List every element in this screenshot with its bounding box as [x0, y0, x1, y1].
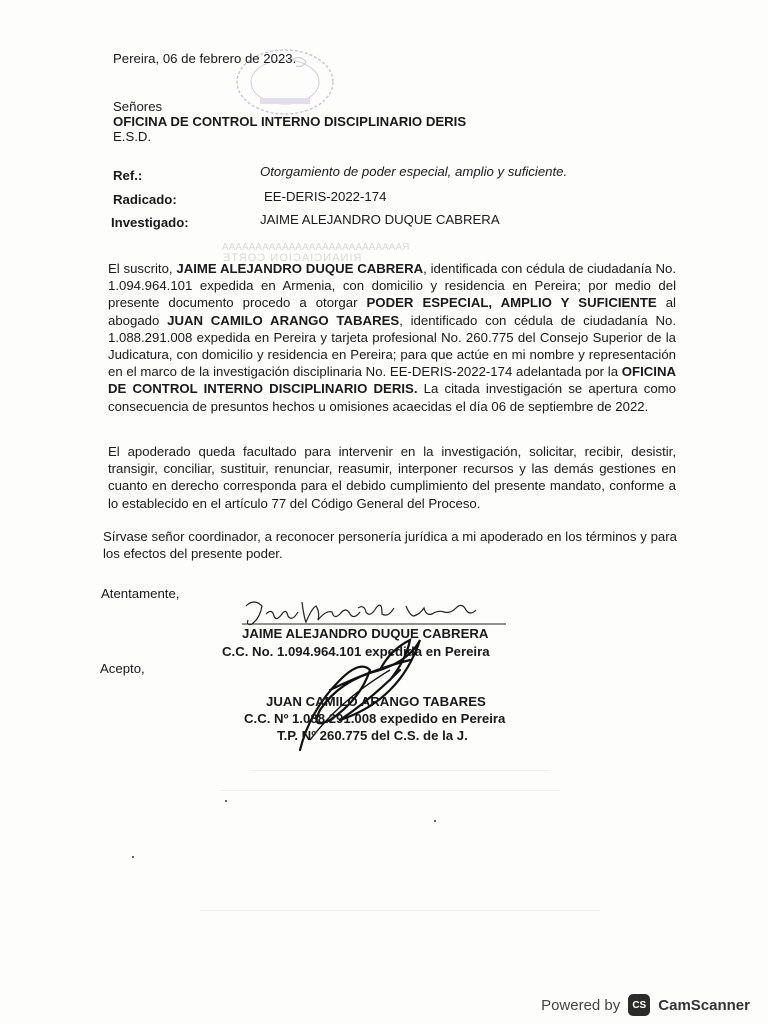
bleed-through-line	[250, 770, 550, 771]
signer-2-name: JUAN CAMILO ARANGO TABARES	[266, 694, 486, 709]
radicado-label: Radicado:	[113, 192, 177, 207]
esd: E.S.D.	[113, 129, 152, 144]
salutation: Señores	[113, 99, 163, 114]
place-date: Pereira, 06 de febrero de 2023.	[113, 51, 297, 66]
recipient: OFICINA DE CONTROL INTERNO DISCIPLINARIO DERIS	[113, 114, 467, 129]
speck	[132, 856, 134, 858]
text-run: La citada investigación se apertura como consecuencia de presuntos hechos u omisiones acaecidas el día 06 de septiembre de 2022.	[108, 381, 676, 414]
signer-1-name: JAIME ALEJANDRO DUQUE CABRERA	[242, 626, 489, 641]
body-paragraph-1	[108, 260, 676, 415]
bleed-through-line	[220, 790, 560, 791]
text-run: al abogado	[108, 295, 676, 328]
camscanner-watermark	[541, 992, 750, 1018]
bold-run: JUAN CAMILO ARANGO TABARES	[167, 312, 400, 328]
investigado-value: JAIME ALEJANDRO DUQUE CABRERA	[260, 212, 500, 227]
speck	[434, 820, 436, 822]
closing-acepto: Acepto,	[100, 661, 145, 676]
text-run: , identificado con cédula de ciudadanía No. 1.088.291.008 expedida en Pereira y tarjeta profesional No. 260.775 del Consejo Superior de la Judicatura, con domicilio y residencia en Pereira; para que actúe en mi nombre y representación en el marco de la investigación disciplinaria No. EE-DERIS-2022-174 adelantada por la	[108, 312, 676, 380]
text-run: , identificada con cédula de ciudadanía No. 1.094.964.101 expedida en Armenia, con domicilio y residencia en Pereira; por medio del presente documento procedo a otorgar	[108, 261, 676, 311]
bold-run: PODER ESPECIAL, AMPLIO Y SUFICIENTE	[366, 295, 657, 311]
body-paragraph-2: El apoderado queda facultado para intervenir en la investigación, solicitar, recibir, desistir, transigir, conciliar, sustituir, renunciar, reasumir, interponer recursos y las demás gestiones en cuanto en derecho corresponda para el debido cumplimiento del presente mandato, conforme a lo establecido en el artículo 77 del Código General del Proceso.	[108, 444, 676, 511]
camscanner-logo-icon: CS	[628, 994, 650, 1016]
body-paragraph-3: Sírvase señor coordinador, a reconocer personería jurídica a mi apoderado en los términos y para los efectos del presente poder.	[103, 529, 677, 562]
radicado-value: EE-DERIS-2022-174	[264, 189, 387, 204]
text-run: El suscrito,	[108, 261, 177, 276]
ref-label: Ref.:	[113, 168, 143, 183]
bleed-through-line	[200, 910, 600, 911]
signer-1-cc: C.C. No. 1.094.964.101 expedida en Pereira	[222, 644, 490, 659]
powered-by-text: Powered by	[541, 996, 621, 1014]
camscanner-brand: CamScanner	[658, 996, 750, 1014]
signer-2-cc: C.C. Nº 1.088.291.008 expedido en Pereira	[244, 711, 506, 726]
bleed-through-text: RINANCIACION CORTE	[222, 252, 362, 264]
bold-run: JAIME ALEJANDRO DUQUE CABRERA	[176, 261, 424, 276]
bleed-through-text: RAAAAAAAAAAAAAAAAAAAAAAAAAAA	[222, 242, 410, 253]
speck	[225, 800, 227, 802]
signer-2-tp: T.P. Nº 260.775 del C.S. de la J.	[277, 728, 468, 743]
investigado-label: Investigado:	[111, 215, 189, 230]
bold-run: OFICINA DE CONTROL INTERNO DISCIPLINARIO DERIS.	[108, 364, 676, 397]
closing-atentamente: Atentamente,	[101, 586, 180, 601]
ref-value: Otorgamiento de poder especial, amplio y suficiente.	[260, 164, 568, 179]
